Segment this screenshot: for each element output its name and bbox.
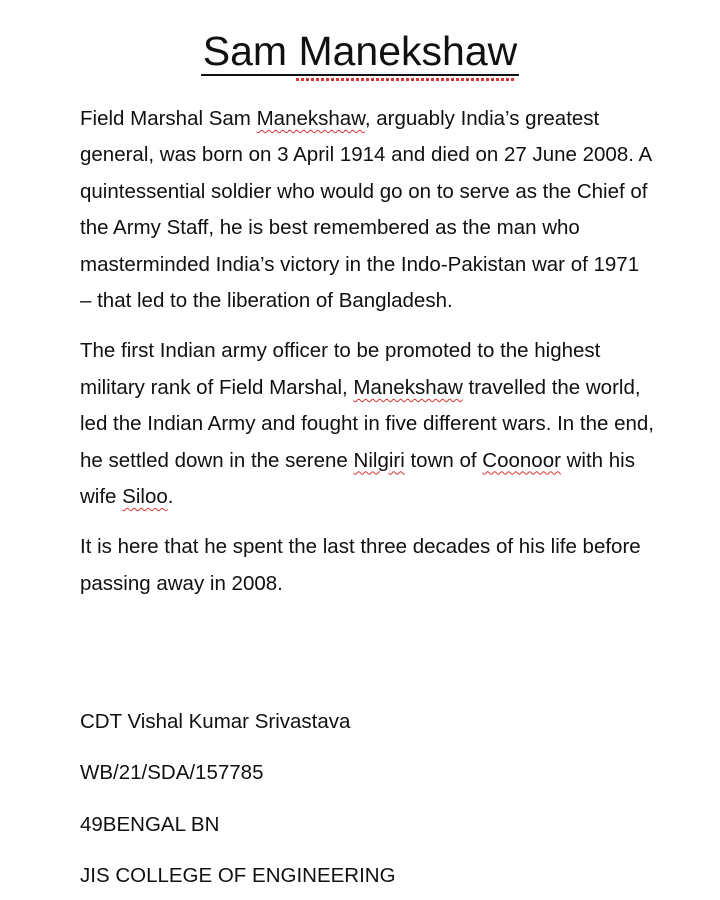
p1-text-b: , arguably India’s greatest general, was born on 3 April 1914 and died on 27 June 2008. A quintessential soldier who would go on to serve as the Chief of the Army Staff, he is best remembered as the man who masterminded India’s victory in the Indo-Pakistan war of 1971 – that led to the liberation of Bangladesh. [80,107,652,313]
p2-text-d: with his wife [80,448,635,509]
p2-text-e: . [167,485,174,509]
title-text: Sam Manekshaw [202,28,518,74]
p1-text-a: Field Marshal Sam [80,107,257,130]
signature-college: JIS COLLEGE OF ENGINEERING [80,864,396,887]
p2-text-b: travelled the world, led the Indian Army and fought in five different wars. In the end, he settled down in the serene [80,375,654,472]
document-body [80,101,655,616]
paragraph-1 [80,101,655,319]
p2-text-c: town of [404,448,483,472]
paragraph-3: It is here that he spent the last three decades of his life before passing away in 2008. [80,535,641,595]
signature-name: CDT Vishal Kumar Srivastava [80,710,351,733]
p2-wife-spellcheck: Siloo [122,485,168,509]
page-title [0,24,720,78]
p2-place1-spellcheck: Nilgiri [353,448,405,472]
p2-text-a: The first Indian army officer to be promoted to the highest military rank of Field Marshal, [80,339,601,399]
signature-unit: 49BENGAL BN [80,813,220,836]
paragraph-2 [80,333,655,515]
p2-name-spellcheck: Manekshaw [353,375,463,399]
signature-reg-no: WB/21/SDA/157785 [80,761,264,784]
p1-name-spellcheck: Manekshaw [256,107,365,130]
p2-place2-spellcheck: Coonoor [482,448,561,472]
